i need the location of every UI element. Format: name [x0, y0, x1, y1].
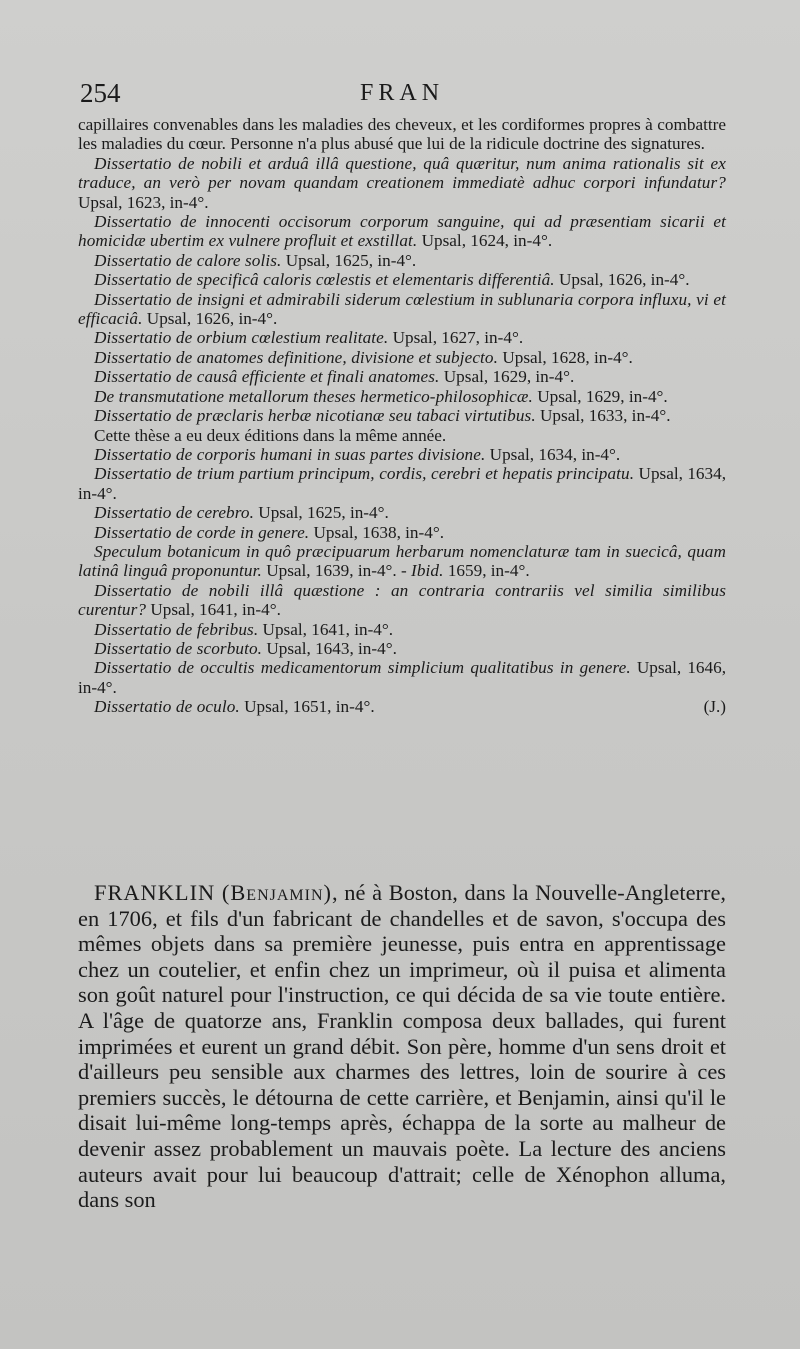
bibliography-entry [78, 328, 726, 347]
bibliography-entry [78, 503, 726, 522]
article-franklin [78, 880, 726, 1213]
page-header [80, 78, 725, 112]
entry-imprint: Upsal, 1634, in-4°. [485, 444, 621, 464]
edition-note: Cette thèse a eu deux éditions dans la même année. [94, 425, 447, 445]
entry-title: Dissertatio de nobili et arduâ illâ questione, quâ quæritur, num anima rationalis sit ex traduce, an verò per novam quandam creationem immediatè adhuc corpori infundatur? [78, 153, 726, 193]
entry-title: De transmutatione metallorum theses hermetico-philosophicæ. [94, 386, 533, 406]
bibliography-entry [78, 406, 726, 425]
bibliography-entry [78, 523, 726, 542]
page-number: 254 [80, 78, 121, 108]
entry-imprint: Upsal, 1627, in-4°. [388, 328, 524, 348]
bibliography-entry [78, 542, 726, 581]
bibliography-entry [78, 445, 726, 464]
entry-title: Speculum botanicum in quô præcipuarum herbarum nomenclaturæ tam in suecicâ, quam latinâ linguâ proponuntur. [78, 541, 726, 581]
bibliography-entry [78, 270, 726, 289]
bibliography-list [78, 154, 726, 426]
entry-imprint: Upsal, 1626, in-4°. [554, 270, 690, 290]
entry-imprint: Upsal, 1625, in-4°. [281, 250, 417, 270]
entry-title: Dissertatio de specificâ caloris cœlestis et elementaris differentiâ. [94, 270, 555, 290]
entry-title: Dissertatio de orbium cœlestium realitate. [94, 328, 389, 348]
bibliography-entry [78, 348, 726, 367]
bibliography-entry [78, 639, 726, 658]
entry-title: Dissertatio de præclaris herbæ nicotianæ seu tabaci virtutibus. [94, 406, 536, 426]
bibliography-entry [78, 290, 726, 329]
bibliography-entry [78, 581, 726, 620]
bibliography-entry [78, 367, 726, 386]
entry-title: Dissertatio de anatomes definitione, divisione et subjecto. [94, 347, 499, 367]
entry-title: Dissertatio de causâ efficiente et finali anatomes. [94, 367, 440, 387]
entry-title: Dissertatio de nobili illâ quæstione : an contraria contrariis vel similia similibus curentur? [78, 580, 726, 620]
entry-ibid: Ibid. [411, 561, 444, 581]
article-text: , né à Boston, dans la Nouvelle-Angleterre, en 1706, et fils d'un fabricant de chandelles et de savon, s'occupa des mêmes objets dans sa première jeunesse, puis entra en apprentissage chez un coutelier, et enfin chez un imprimeur, où il puisa et alimenta son goût naturel pour l'instruction, ce qui décida de sa vie toute entière. A l'âge de quatorze ans, Franklin composa deux ballades, qui furent imprimées et eurent un grand débit. Son père, homme d'un sens droit et d'ailleurs peu sensible aux charmes des lettres, loin de sourire à ces premiers succès, le détourna de cette carrière, et Benjamin, ainsi qu'il le disait lui-même long-temps après, échappa de la sorte au malheur de devenir assez probablement un mauvais poète. La lecture des anciens auteurs avait pour lui beaucoup d'attrait; celle de Xénophon alluma, dans son [78, 880, 726, 1213]
entry-imprint: Upsal, 1646, in-4°. [78, 658, 726, 697]
entry-title: Dissertatio de oculo. [94, 697, 240, 717]
bibliography-entry [78, 251, 726, 270]
entry-title: Dissertatio de trium partium principum, cordis, cerebri et hepatis principatu. [94, 464, 635, 484]
continuation-text: capillaires convenables dans les maladies des cheveux, et les cordiformes propres à combattre les maladies du cœur. Personne n'a plus abusé que lui de la ridicule doctrine des signatures. [78, 115, 726, 154]
entry-title: Dissertatio de scorbuto. [94, 638, 263, 658]
bibliography-entry [78, 620, 726, 639]
entry-imprint: Upsal, 1629, in-4°. [439, 367, 575, 387]
entry-imprint: Upsal, 1628, in-4°. [498, 347, 633, 367]
entry-title: Dissertatio de corde in genere. [94, 522, 310, 542]
entry-imprint: Upsal, 1634, in-4°. [78, 464, 726, 503]
entry-title: Dissertatio de innocenti occisorum corporum sanguine, qui ad præsentiam sicarii et homicidæ ubertim ex vulnere profluit et exstillat. [78, 212, 726, 251]
article-paragraph [78, 880, 726, 1213]
running-head: FRAN [360, 80, 445, 106]
entry-title: Dissertatio de corporis humani in suas partes divisione. [94, 444, 486, 464]
bibliography-entry [78, 697, 726, 716]
entry-title: Dissertatio de insigni et admirabili siderum cœlestium in sublunaria corpora influxu, vi et efficaciâ. [78, 289, 726, 329]
entry-imprint: Upsal, 1623, in-4°. [78, 192, 209, 212]
entry-title: Dissertatio de febribus. [94, 619, 259, 639]
bibliography-entry [78, 154, 726, 212]
entry-imprint: Upsal, 1633, in-4°. [535, 406, 671, 426]
bibliography-section [78, 115, 726, 717]
bibliography-entry [78, 464, 726, 503]
entry-imprint: Upsal, 1629, in-4°. [532, 386, 668, 406]
headword: FRANKLIN [94, 880, 216, 905]
entry-imprint: Upsal, 1639, in-4°. - [261, 561, 412, 581]
headword-forename: (Benjamin) [221, 880, 332, 905]
bibliography-list-continued [78, 445, 726, 717]
entry-title: Dissertatio de calore solis. [94, 250, 282, 270]
entry-imprint: Upsal, 1641, in-4°. [258, 619, 394, 639]
entry-imprint: Upsal, 1625, in-4°. [253, 503, 389, 523]
bibliography-entry [78, 658, 726, 697]
bibliography-entry [78, 212, 726, 251]
entry-imprint: Upsal, 1643, in-4°. [262, 638, 397, 658]
entry-imprint: Upsal, 1626, in-4°. [142, 309, 278, 329]
entry-ibid-imprint: 1659, in-4°. [443, 561, 530, 581]
entry-imprint: Upsal, 1651, in-4°. [239, 697, 375, 717]
entry-imprint: Upsal, 1638, in-4°. [309, 522, 445, 542]
entry-title: Dissertatio de occultis medicamentorum simplicium qualitatibus in genere. [94, 658, 631, 678]
author-note: (J.) [703, 697, 726, 717]
entry-imprint: Upsal, 1624, in-4°. [417, 231, 553, 251]
entry-title: Dissertatio de cerebro. [94, 503, 254, 523]
bibliography-entry [78, 387, 726, 406]
entry-imprint: Upsal, 1641, in-4°. [146, 600, 281, 620]
